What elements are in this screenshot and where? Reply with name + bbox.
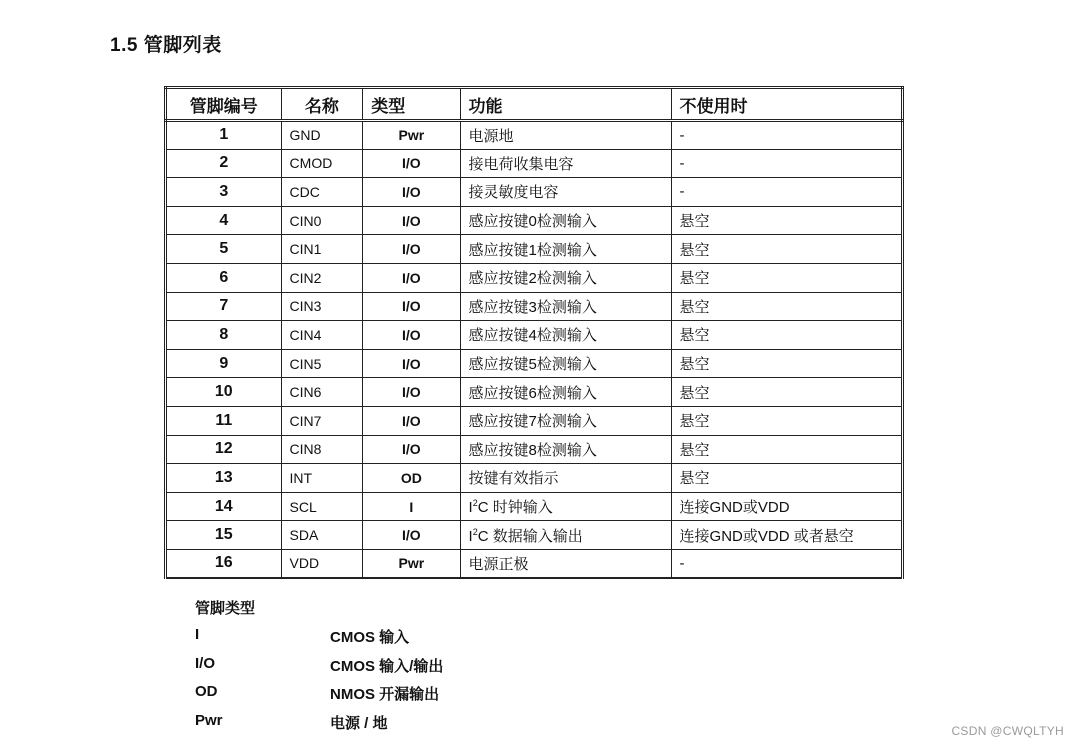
table-row: [166, 149, 903, 178]
pin-name: SDA: [281, 521, 363, 550]
table-row: [166, 121, 903, 150]
pin-type: I/O: [363, 206, 460, 235]
pin-type: I/O: [363, 235, 460, 264]
pin-name: CIN8: [281, 435, 363, 464]
pin-function: 感应按键3检测输入: [460, 292, 671, 321]
pin-name: CMOD: [281, 149, 363, 178]
pin-unused: 悬空: [671, 464, 902, 493]
table-header-row: [166, 88, 903, 121]
pin-name: CIN1: [281, 235, 363, 264]
pin-unused: -: [671, 549, 902, 578]
pin-number: 7: [166, 292, 282, 321]
pin-type: OD: [363, 464, 460, 493]
pin-unused: 悬空: [671, 435, 902, 464]
legend-code: OD: [195, 683, 218, 700]
pin-type: I/O: [363, 378, 460, 407]
pin-function: 接灵敏度电容: [460, 178, 671, 207]
table-row: [166, 378, 903, 407]
pin-name: CIN3: [281, 292, 363, 321]
pin-number: 14: [166, 492, 282, 521]
pin-type: I/O: [363, 178, 460, 207]
pin-function: $I^2C$ 数据输入输出: [460, 521, 671, 550]
pin-function: 电源地: [460, 121, 671, 150]
legend-code: I/O: [195, 655, 216, 672]
table-row: [166, 178, 903, 207]
pin-name: VDD: [281, 549, 363, 578]
pin-name: SCL: [281, 492, 363, 521]
pin-function: 感应按键5检测输入: [460, 349, 671, 378]
pin-type: I/O: [363, 521, 460, 550]
pin-function: 按键有效指示: [460, 464, 671, 493]
pin-name: CIN2: [281, 263, 363, 292]
table-row: [166, 206, 903, 235]
header-function: 功能: [460, 88, 671, 121]
pin-number: 6: [166, 263, 282, 292]
pin-unused: -: [671, 121, 902, 150]
header-name: 名称: [281, 88, 363, 121]
legend-code: Pwr: [195, 712, 223, 729]
watermark: CSDN @CWQLTYH: [951, 724, 1064, 738]
pin-name: INT: [281, 464, 363, 493]
pin-number: 1: [166, 121, 282, 150]
table-row: [166, 464, 903, 493]
pin-type: I/O: [363, 321, 460, 350]
pin-unused: 连接GND或VDD: [671, 492, 902, 521]
pin-number: 10: [166, 378, 282, 407]
legend-desc: 电源 / 地: [330, 715, 388, 732]
pin-number: 3: [166, 178, 282, 207]
header-type: 类型: [363, 88, 460, 121]
pin-function: 接电荷收集电容: [460, 149, 671, 178]
pin-function: 感应按键8检测输入: [460, 435, 671, 464]
pin-type: I/O: [363, 263, 460, 292]
pin-unused: 悬空: [671, 206, 902, 235]
pin-number: 12: [166, 435, 282, 464]
pin-table: [164, 86, 904, 579]
pin-number: 15: [166, 521, 282, 550]
pin-unused: 悬空: [671, 263, 902, 292]
table-row: [166, 521, 903, 550]
pin-name: CIN7: [281, 406, 363, 435]
pin-number: 13: [166, 464, 282, 493]
pin-number: 11: [166, 406, 282, 435]
pin-type: I/O: [363, 292, 460, 321]
pin-function: 感应按键1检测输入: [460, 235, 671, 264]
pin-unused: -: [671, 149, 902, 178]
pin-type: I/O: [363, 149, 460, 178]
table-row: [166, 349, 903, 378]
pin-unused: -: [671, 178, 902, 207]
legend-title: 管脚类型: [195, 600, 256, 617]
section-title: 1.5 管脚列表: [110, 35, 222, 56]
pin-unused: 悬空: [671, 378, 902, 407]
pin-function: 电源正极: [460, 549, 671, 578]
pin-unused: 悬空: [671, 292, 902, 321]
pin-function: 感应按键0检测输入: [460, 206, 671, 235]
pin-number: 16: [166, 549, 282, 578]
legend-desc: CMOS 输入/输出: [330, 658, 444, 675]
pin-function: 感应按键7检测输入: [460, 406, 671, 435]
legend-desc: CMOS 输入: [330, 629, 410, 646]
pin-type: I: [363, 492, 460, 521]
pin-function: 感应按键4检测输入: [460, 321, 671, 350]
table-row: [166, 406, 903, 435]
pin-function: 感应按键2检测输入: [460, 263, 671, 292]
table-row: [166, 263, 903, 292]
table-row: [166, 435, 903, 464]
pin-name: CDC: [281, 178, 363, 207]
pin-number: 5: [166, 235, 282, 264]
pin-unused: 悬空: [671, 406, 902, 435]
pin-name: GND: [281, 121, 363, 150]
table-row: [166, 292, 903, 321]
pin-function: $I^2C$ 时钟输入: [460, 492, 671, 521]
pin-type: Pwr: [363, 549, 460, 578]
header-when-unused: 不使用时: [671, 88, 902, 121]
table-row: [166, 549, 903, 578]
pin-number: 4: [166, 206, 282, 235]
legend-code: I: [195, 626, 200, 643]
pin-unused: 悬空: [671, 235, 902, 264]
pin-number: 9: [166, 349, 282, 378]
pin-type: I/O: [363, 406, 460, 435]
pin-unused: 悬空: [671, 321, 902, 350]
pin-name: CIN0: [281, 206, 363, 235]
pin-name: CIN6: [281, 378, 363, 407]
pin-type: Pwr: [363, 121, 460, 150]
legend-desc: NMOS 开漏输出: [330, 686, 440, 703]
pin-number: 8: [166, 321, 282, 350]
pin-unused: 悬空: [671, 349, 902, 378]
table-row: [166, 321, 903, 350]
pin-type: I/O: [363, 435, 460, 464]
pin-name: CIN5: [281, 349, 363, 378]
pin-number: 2: [166, 149, 282, 178]
table-row: [166, 235, 903, 264]
pin-function: 感应按键6检测输入: [460, 378, 671, 407]
pin-unused: 连接GND或VDD 或者悬空: [671, 521, 902, 550]
pin-type: I/O: [363, 349, 460, 378]
pin-name: CIN4: [281, 321, 363, 350]
header-pin-number: 管脚编号: [166, 88, 282, 121]
table-row: [166, 492, 903, 521]
